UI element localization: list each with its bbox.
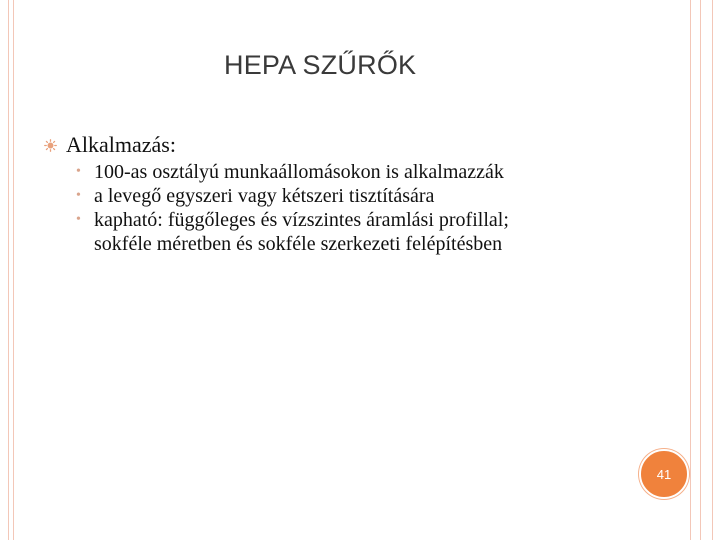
dot-bullet-icon: • [76,188,81,203]
right-border-line [712,0,713,540]
right-border-line [700,0,701,540]
sub-bullet-list [44,160,664,256]
bullet-heading-text: Alkalmazás: [66,132,176,157]
list-item [44,208,664,256]
slide-title: HEPA SZŰRŐK [224,50,417,80]
slide-content [44,130,664,256]
page-number-badge: 41 [639,449,689,499]
list-item-text: a levegő egyszeri vagy kétszeri tisztítására [94,185,435,207]
right-border-line [690,0,691,540]
list-item [44,184,664,208]
bullet-heading [44,130,664,160]
left-border-line [13,0,14,540]
list-item-text: 100-as osztályú munkaállomásokon is alkalmazzák [94,161,504,183]
list-item-text: kapható: függőleges és vízszintes áramlási profillal; sokféle méretben és sokféle szerkezeti felépítésben [94,209,509,255]
sun-bullet-icon [44,139,57,152]
dot-bullet-icon: • [76,212,81,227]
left-border-line [8,0,9,540]
list-item [44,160,664,184]
dot-bullet-icon: • [76,164,81,179]
